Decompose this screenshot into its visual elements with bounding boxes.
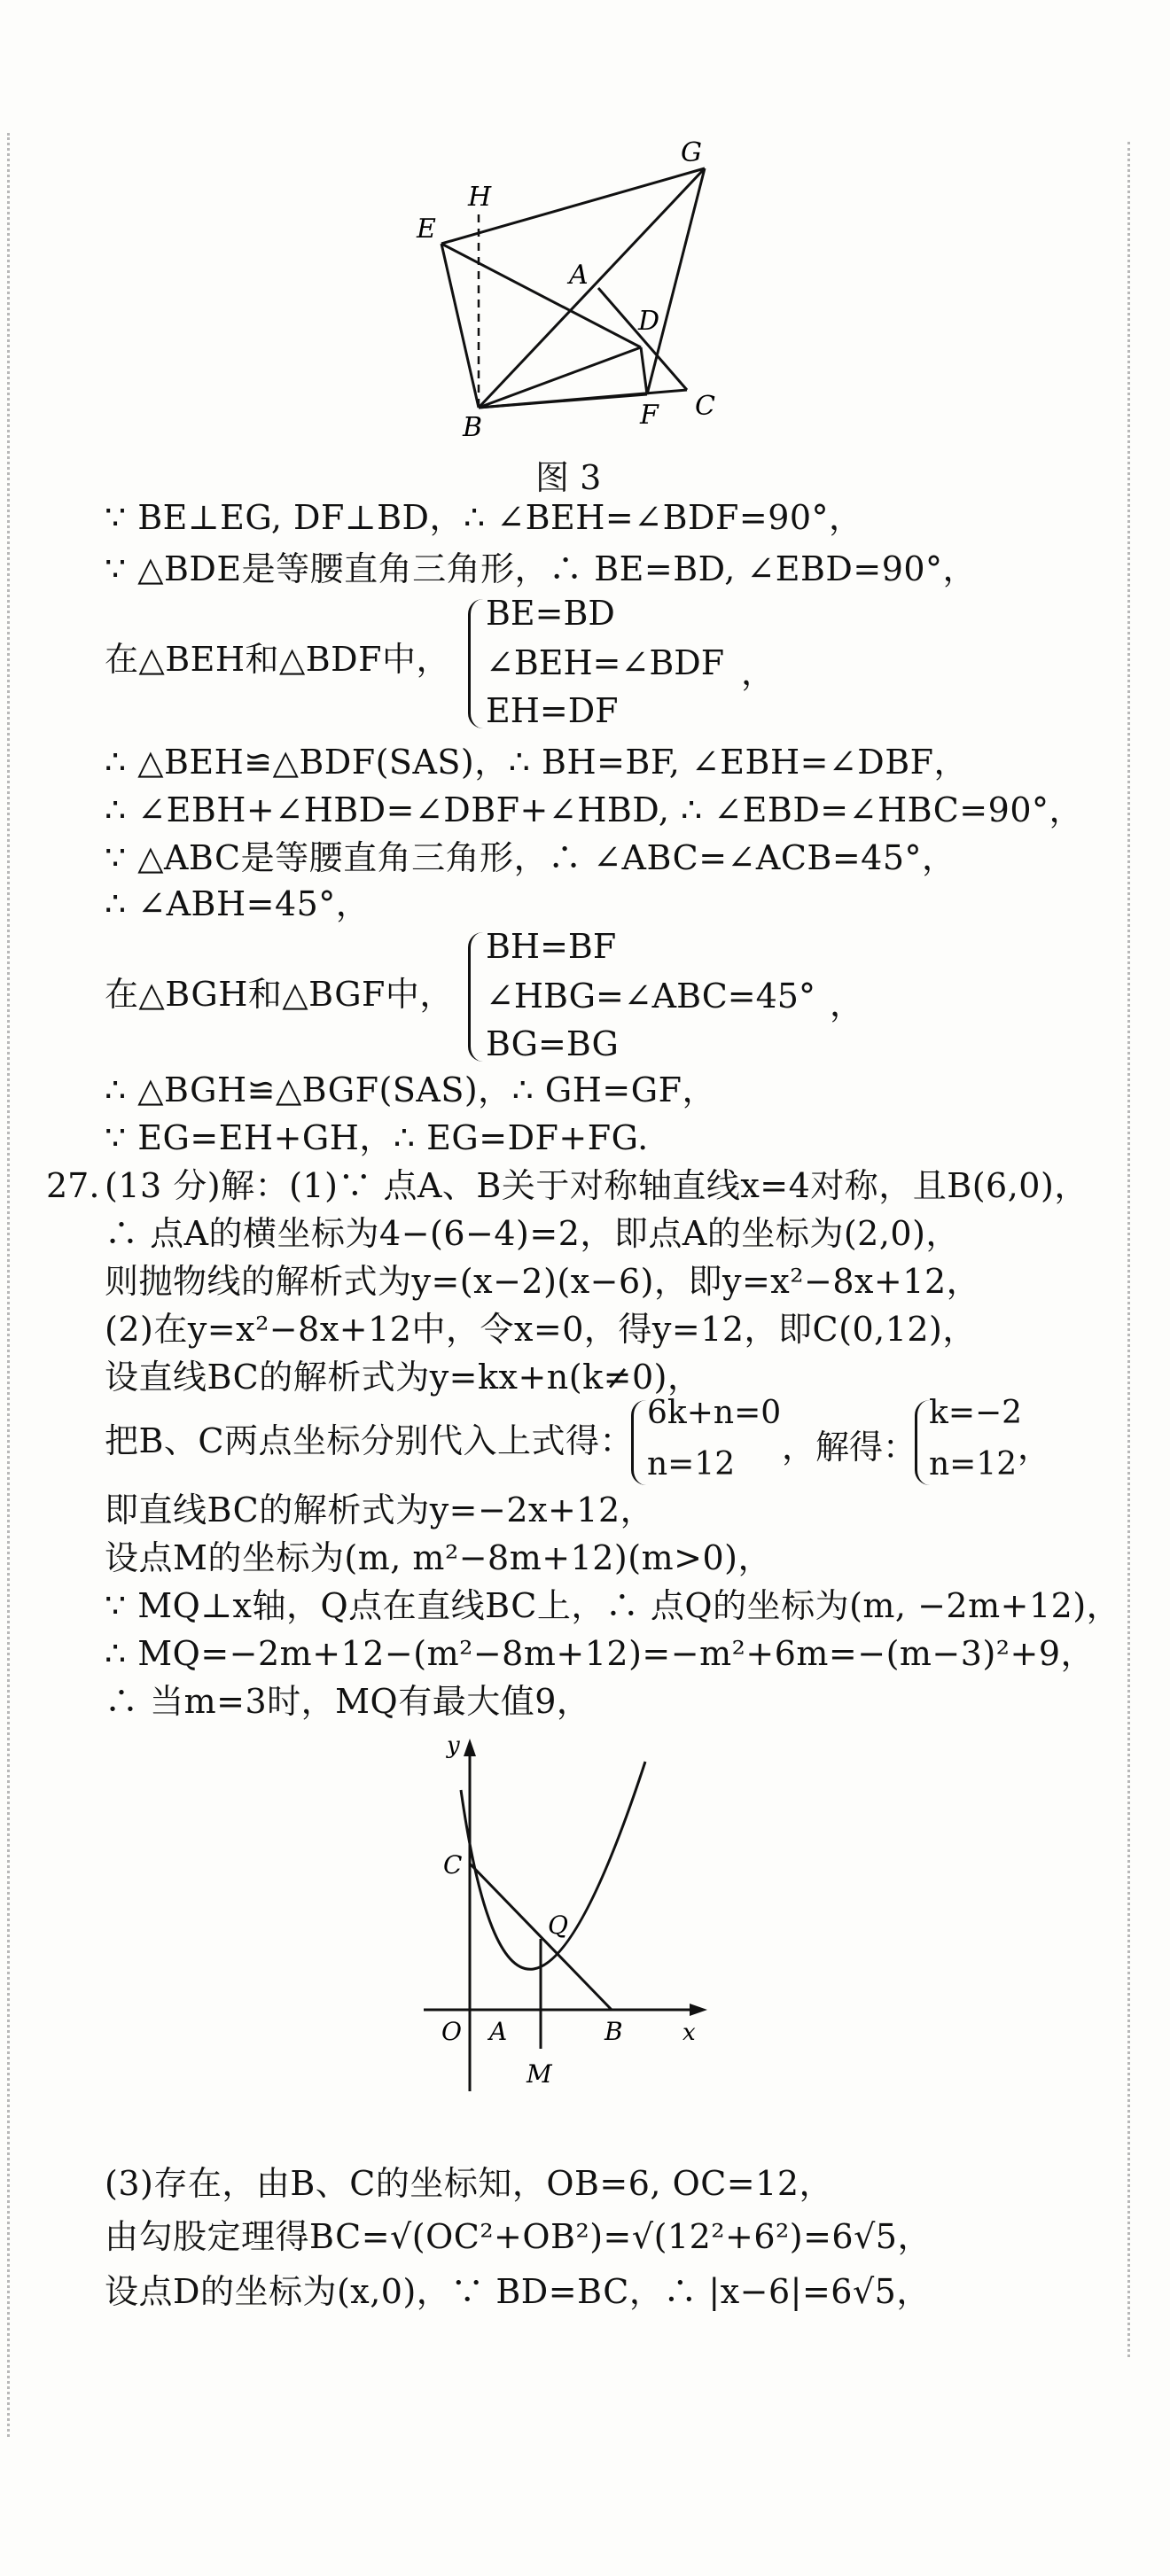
- q27-line-14: 设点D的坐标为(x,0)，∵ BD=BC，∴ |x−6|=6√5，: [105, 2272, 931, 2311]
- left-binding-margin: [7, 133, 10, 2437]
- q27-line-13: 由勾股定理得BC=√(OC²+OB²)=√(12²+6²)=6√5，: [105, 2217, 932, 2256]
- q27-line-2: ∴ 点A的横坐标为4−(6−4)=2，即点A的坐标为(2,0)，: [105, 1214, 960, 1253]
- system-4-row-1: k=−2: [929, 1395, 1023, 1431]
- label-f: F: [640, 400, 659, 431]
- q27-line-8: 设点M的坐标为(m, m²−8m+12)(m>0)，: [105, 1538, 772, 1577]
- proof-line-6: ∵ △ABC是等腰直角三角形，∴ ∠ABC=∠ACB=45°，: [105, 838, 956, 877]
- label-b-point: B: [604, 2017, 623, 2046]
- q27-line-9: ∵ MQ⊥x轴，Q点在直线BC上，∴ 点Q的坐标为(m, −2m+12)，: [105, 1586, 1121, 1625]
- label-b: B: [463, 412, 483, 443]
- q27-line-12: (3)存在，由B、C的坐标知，OB=6, OC=12，: [105, 2164, 834, 2203]
- y-axis-arrow: [464, 1739, 476, 1756]
- label-c: C: [695, 391, 715, 422]
- q27-line-11: ∴ 当m=3时，MQ有最大值9，: [105, 1682, 591, 1721]
- system-2-row-2: ∠HBG=∠ABC=45°: [486, 977, 815, 1016]
- right-binding-margin: [1127, 142, 1130, 2357]
- x-axis-arrow: [690, 2004, 707, 2016]
- proof-line-10: ∵ EG=EH+GH，∴ EG=DF+FG.: [105, 1118, 649, 1157]
- proof-line-8: 在△BGH和△BGF中，: [105, 975, 454, 1014]
- figure-3-geometry: [390, 133, 762, 452]
- q27-line-1: (13 分)解：(1)∵ 点A、B关于对称轴直线x=4对称，且B(6,0)，: [105, 1166, 1088, 1205]
- label-e: E: [417, 214, 436, 245]
- system-2-suffix: ，: [830, 984, 864, 1023]
- system-4-suffix: ，: [1018, 1428, 1052, 1467]
- label-q-point: Q: [548, 1911, 568, 1940]
- q27-line-7: 即直线BC的解析式为y=−2x+12，: [105, 1490, 655, 1529]
- label-a: A: [569, 260, 589, 291]
- proof-line-2: ∵ △BDE是等腰直角三角形，∴ BE=BD, ∠EBD=90°，: [105, 549, 978, 588]
- q27-line-5: 设直线BC的解析式为y=kx+n(k≠0)，: [105, 1358, 702, 1397]
- system-4-row-2: n=12: [929, 1446, 1018, 1483]
- system-brace-1: [468, 599, 483, 728]
- system-1-row-3: EH=DF: [486, 691, 619, 730]
- system-1-row-2: ∠BEH=∠BDF: [486, 643, 725, 682]
- label-a-point: A: [489, 2017, 508, 2046]
- q27-line-6: 把B、C两点坐标分别代入上式得：: [105, 1421, 635, 1460]
- label-y-axis: y: [447, 1732, 460, 1759]
- proof-line-4: ∴ △BEH≌△BDF(SAS)，∴ BH=BF, ∠EBH=∠DBF，: [105, 743, 969, 782]
- system-brace-2: [468, 932, 483, 1062]
- proof-line-1: ∵ BE⊥EG, DF⊥BD，∴ ∠BEH=∠BDF=90°，: [105, 498, 863, 537]
- system-1-row-1: BE=BD: [486, 594, 615, 633]
- label-o: O: [441, 2017, 462, 2046]
- label-c-point: C: [443, 1850, 463, 1879]
- system-3-mid: ，解得：: [782, 1428, 917, 1467]
- proof-line-9: ∴ △BGH≌△BGF(SAS)，∴ GH=GF，: [105, 1070, 716, 1109]
- q27-line-4: (2)在y=x²−8x+12中，令x=0，得y=12，即C(0,12)，: [105, 1310, 977, 1349]
- question-27-number: 27.: [46, 1166, 100, 1205]
- label-x-axis: x: [682, 2020, 696, 2046]
- proof-line-3: 在△BEH和△BDF中，: [105, 640, 451, 679]
- system-2-row-3: BG=BG: [486, 1024, 619, 1063]
- parabola-graph: [417, 1728, 718, 2100]
- label-g: G: [681, 137, 702, 168]
- q27-line-3: 则抛物线的解析式为y=(x−2)(x−6)，即y=x²−8x+12，: [105, 1262, 981, 1301]
- figure-3-caption: 图 3: [535, 458, 602, 497]
- label-h: H: [468, 182, 492, 213]
- system-brace-3: [631, 1400, 646, 1485]
- label-d: D: [638, 306, 660, 337]
- q27-line-10: ∴ MQ=−2m+12−(m²−8m+12)=−m²+6m=−(m−3)²+9，: [105, 1634, 1096, 1673]
- system-1-suffix: ，: [741, 653, 776, 692]
- system-brace-4: [915, 1400, 930, 1485]
- proof-line-7: ∴ ∠ABH=45°，: [105, 884, 370, 923]
- system-3-row-1: 6k+n=0: [647, 1395, 782, 1431]
- system-2-row-1: BH=BF: [486, 927, 617, 966]
- proof-line-5: ∴ ∠EBH+∠HBD=∠DBF+∠HBD, ∴ ∠EBD=∠HBC=90°，: [105, 790, 1084, 829]
- system-3-row-2: n=12: [647, 1446, 736, 1483]
- label-m-point: M: [526, 2059, 552, 2089]
